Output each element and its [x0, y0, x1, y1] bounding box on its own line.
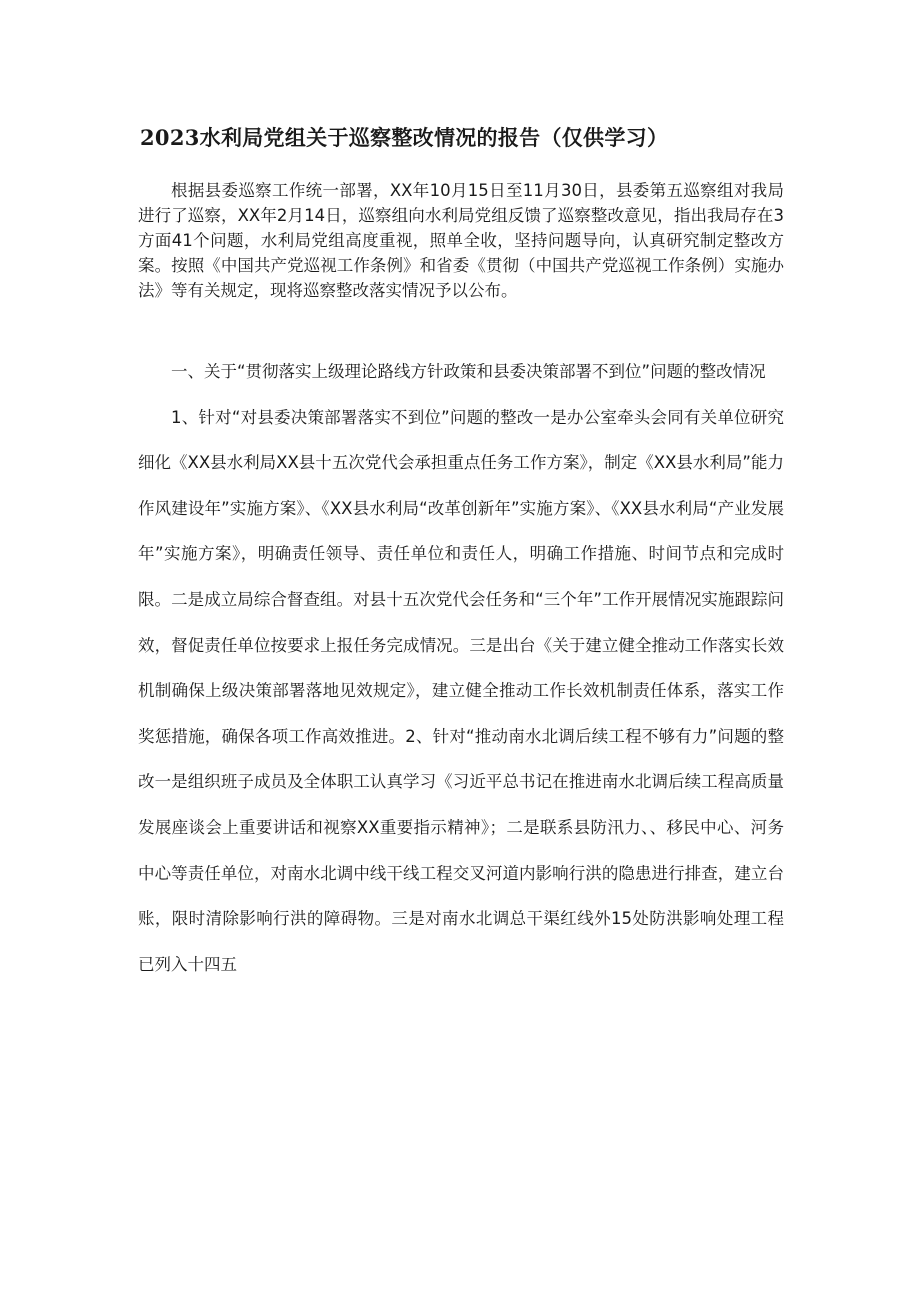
document-title: 2023水利局党组关于巡察整改情况的报告（仅供学习）	[140, 125, 669, 150]
document-body	[138, 349, 784, 987]
section-body-paragraph: 1、针对“对县委决策部署落实不到位”问题的整改一是办公室牵头会同有关单位研究细化《XX县水利局XX县十五次党代会承担重点任务工作方案》，制定《XX县水利局”能力作风建设年”实施方案》、《XX县水利局“改革创新年”实施方案》、《XX县水利局“产业发展年”实施方案》，明确责任领导、责任单位和责任人，明确工作措施、时间节点和完成时限。二是成立局综合督查组。对县十五次党代会任务和“三个年”工作开展情况实施跟踪问效，督促责任单位按要求上报任务完成情况。三是出台《关于建立健全推动工作落实长效机制确保上级决策部署落地见效规定》，建立健全推动工作长效机制责任体系，落实工作奖惩措施，确保各项工作高效推进。2、针对“推动南水北调后续工程不够有力”问题的整改一是组织班子成员及全体职工认真学习《习近平总书记在推进南水北调后续工程高质量发展座谈会上重要讲话和视察XX重要指示精神》；二是联系县防汛力、、移民中心、河务中心等责任单位，对南水北调中线干线工程交叉河道内影响行洪的隐患进行排查，建立台账，限时清除影响行洪的障碍物。三是对南水北调总干渠红线外15处防洪影响处理工程已列入十四五	[138, 407, 784, 974]
intro-paragraph: 根据县委巡察工作统一部署，XX年10月15日至11月30日，县委第五巡察组对我局进行了巡察，XX年2月14日，巡察组向水利局党组反馈了巡察整改意见，指出我局存在3方面41个问题，水利局党组高度重视，照单全收，坚持问题导向，认真研究制定整改方案。按照《中国共产党巡视工作条例》和省委《贯彻（中国共产党巡视工作条例）实施办法》等有关规定，现将巡察整改落实情况予以公布。	[138, 181, 784, 300]
section-heading: 一、关于“贯彻落实上级理论路线方针政策和县委决策部署不到位”问题的整改情况	[171, 362, 766, 381]
